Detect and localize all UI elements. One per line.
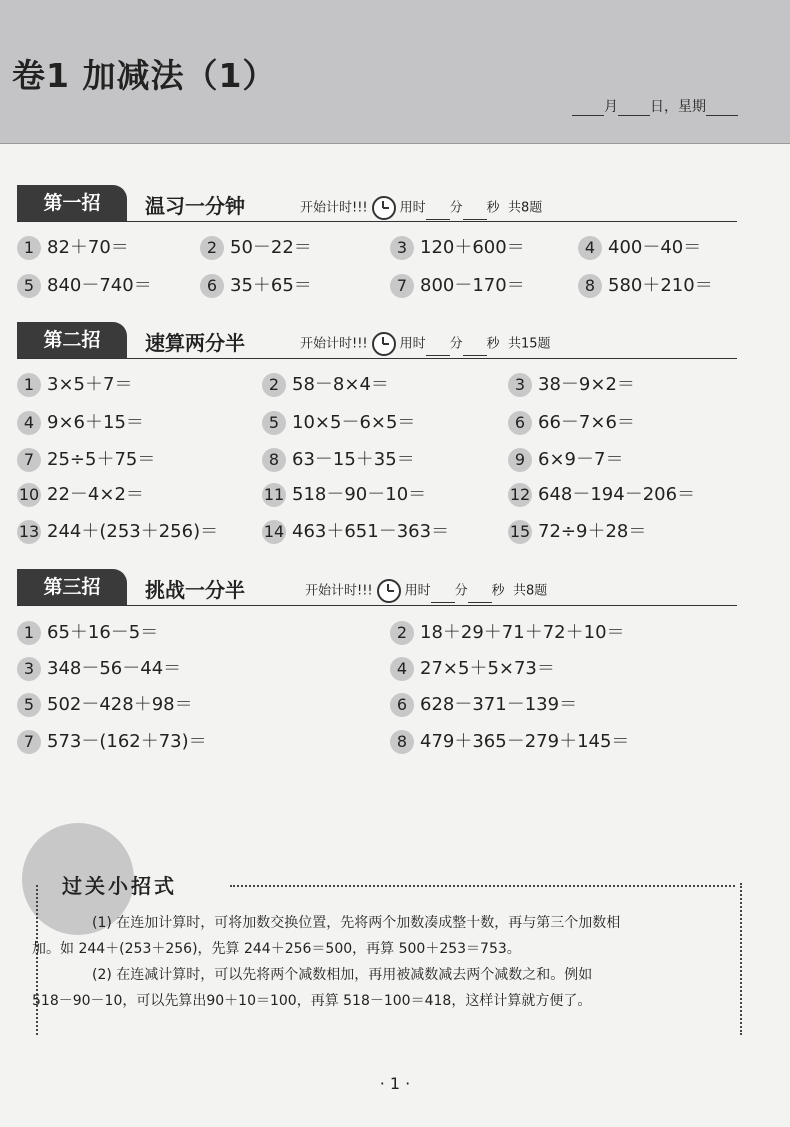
date-line	[572, 96, 738, 116]
problem	[200, 235, 312, 261]
problem-number: 2	[262, 373, 286, 397]
problem	[508, 447, 623, 473]
month-label: 月	[604, 99, 618, 115]
problem-expression: 10×5－6×5＝	[292, 412, 416, 433]
section-divider-3	[17, 605, 737, 606]
problem-expression: 573－(162＋73)＝	[47, 731, 207, 752]
problem-number: 5	[262, 411, 286, 435]
problem-number: 8	[262, 448, 286, 472]
day-blank[interactable]	[618, 101, 650, 116]
problem-expression: 82＋70＝	[47, 237, 129, 258]
problem-number: 5	[17, 274, 41, 298]
problem-expression: 463＋651－363＝	[292, 521, 450, 542]
problem	[262, 482, 426, 508]
section-title-3: 挑战一分半	[145, 578, 245, 602]
problem-expression: 38－9×2＝	[538, 374, 635, 395]
timer-used-label: 用时	[404, 583, 431, 599]
problem	[17, 519, 218, 545]
problem	[17, 656, 181, 682]
month-blank[interactable]	[572, 101, 604, 116]
seconds-blank[interactable]	[463, 341, 487, 356]
problem	[390, 656, 555, 682]
problem	[262, 447, 415, 473]
problem-expression: 9×6＋15＝	[47, 412, 144, 433]
problem-expression: 800－170＝	[420, 275, 525, 296]
problem-number: 7	[390, 274, 414, 298]
problem-number: 7	[17, 730, 41, 754]
problem	[17, 482, 144, 508]
page-number: · 1 ·	[379, 1074, 411, 1093]
problem-expression: 580＋210＝	[608, 275, 713, 296]
timer-min-label: 分	[454, 583, 468, 599]
problem-number: 4	[578, 236, 602, 260]
page-title: 卷1 加减法（1）	[12, 56, 277, 95]
day-label: 日，星期	[650, 99, 706, 115]
timer-start-label: 开始计时!!!	[300, 200, 368, 216]
problem-number: 1	[17, 621, 41, 645]
problem-expression: 120＋600＝	[420, 237, 525, 258]
weekday-blank[interactable]	[706, 101, 738, 116]
tips-p2-line1: (2) 在连减计算时，可以先将两个减数相加，再用被减数减去两个减数之和。例如	[92, 967, 593, 983]
problem	[17, 729, 207, 755]
section-tab-2: 第二招	[17, 322, 127, 358]
problem-expression: 66－7×6＝	[538, 412, 635, 433]
alarm-clock-icon	[372, 332, 396, 356]
tips-p1-line1: (1) 在连加计算时，可将加数交换位置，先将两个加数凑成整十数，再与第三个加数相	[92, 915, 621, 931]
alarm-clock-icon	[377, 579, 401, 603]
problem-number: 1	[17, 236, 41, 260]
timer-2	[300, 332, 551, 356]
problem-expression: 18＋29＋71＋72＋10＝	[420, 622, 625, 643]
problem	[17, 372, 132, 398]
problem-number: 12	[508, 483, 532, 507]
tips-title: 过关小招式	[62, 874, 177, 898]
problem-expression: 648－194－206＝	[538, 484, 696, 505]
alarm-clock-icon	[372, 196, 396, 220]
problem	[262, 372, 389, 398]
problem	[578, 235, 701, 261]
problem-number: 3	[17, 657, 41, 681]
problem-expression: 518－90－10＝	[292, 484, 427, 505]
problem	[508, 519, 646, 545]
problem-number: 9	[508, 448, 532, 472]
timer-sec-label: 秒	[491, 583, 505, 599]
minutes-blank[interactable]	[431, 588, 455, 603]
problem-expression: 628－371－139＝	[420, 694, 578, 715]
problem	[508, 372, 635, 398]
problem-number: 4	[17, 411, 41, 435]
problem-number: 2	[390, 621, 414, 645]
problem-number: 15	[508, 520, 532, 544]
problem	[262, 410, 415, 436]
problem-number: 14	[262, 520, 286, 544]
problem-expression: 72÷9＋28＝	[538, 521, 647, 542]
tips-text	[32, 910, 722, 1014]
problem-number: 7	[17, 448, 41, 472]
problem-expression: 27×5＋5×73＝	[420, 658, 555, 679]
problem-number: 2	[200, 236, 224, 260]
section-tab-3: 第三招	[17, 569, 127, 605]
timer-start-label: 开始计时!!!	[305, 583, 373, 599]
section-title-1: 温习一分钟	[145, 194, 245, 218]
section-divider-2	[17, 358, 737, 359]
problem-number: 1	[17, 373, 41, 397]
problem	[578, 273, 713, 299]
problem	[17, 235, 129, 261]
tips-p1-line2: 加。如 244＋(253＋256)，先算 244＋256＝500，再算 500＋253＝753。	[32, 941, 521, 957]
problem	[390, 235, 525, 261]
problem	[508, 482, 695, 508]
problem	[17, 447, 155, 473]
problem	[508, 410, 635, 436]
problem-expression: 348－56－44＝	[47, 658, 182, 679]
problem-number: 8	[390, 730, 414, 754]
problem	[17, 410, 144, 436]
section-title-2: 速算两分半	[145, 331, 245, 355]
problem-number: 6	[508, 411, 532, 435]
timer-min-label: 分	[449, 336, 463, 352]
problem-number: 8	[578, 274, 602, 298]
problem	[390, 729, 629, 755]
timer-total-label: 共8题	[512, 583, 548, 599]
problem-expression: 63－15＋35＝	[292, 449, 415, 470]
timer-total-label: 共15题	[507, 336, 551, 352]
tips-p2-line2: 518－90－10，可以先算出90＋10＝100，再算 518－100＝418，这样计算就方便了。	[32, 993, 592, 1009]
problem-expression: 502－428＋98＝	[47, 694, 193, 715]
problem-number: 11	[262, 483, 286, 507]
timer-sec-label: 秒	[486, 336, 500, 352]
problem-number: 4	[390, 657, 414, 681]
problem	[262, 519, 449, 545]
problem	[390, 692, 577, 718]
page-header	[0, 0, 790, 144]
problem-number: 3	[390, 236, 414, 260]
seconds-blank[interactable]	[463, 205, 487, 220]
problem-number: 13	[17, 520, 41, 544]
problem-expression: 479＋365－279＋145＝	[420, 731, 630, 752]
timer-sec-label: 秒	[486, 200, 500, 216]
problem-expression: 65＋16－5＝	[47, 622, 159, 643]
section-divider-1	[17, 221, 737, 222]
problem	[200, 273, 312, 299]
timer-1	[300, 196, 542, 220]
problem-number: 10	[17, 483, 41, 507]
problem-expression: 22－4×2＝	[47, 484, 144, 505]
timer-3	[305, 579, 547, 603]
problem-expression: 35＋65＝	[230, 275, 312, 296]
problem-expression: 6×9－7＝	[538, 449, 624, 470]
problem	[390, 273, 525, 299]
problem	[390, 620, 625, 646]
problem-expression: 840－740＝	[47, 275, 152, 296]
problem	[17, 620, 158, 646]
problem-expression: 400－40＝	[608, 237, 702, 258]
problem-number: 3	[508, 373, 532, 397]
timer-start-label: 开始计时!!!	[300, 336, 368, 352]
minutes-blank[interactable]	[426, 341, 450, 356]
problem-expression: 58－8×4＝	[292, 374, 389, 395]
problem-number: 6	[200, 274, 224, 298]
section-tab-1: 第一招	[17, 185, 127, 221]
problem-expression: 25÷5＋75＝	[47, 449, 156, 470]
problem	[17, 692, 193, 718]
problem-expression: 244＋(253＋256)＝	[47, 521, 219, 542]
problem-expression: 3×5＋7＝	[47, 374, 133, 395]
seconds-blank[interactable]	[468, 588, 492, 603]
timer-used-label: 用时	[399, 200, 426, 216]
problem-number: 5	[17, 693, 41, 717]
problem-expression: 50－22＝	[230, 237, 312, 258]
timer-min-label: 分	[449, 200, 463, 216]
timer-total-label: 共8题	[507, 200, 543, 216]
minutes-blank[interactable]	[426, 205, 450, 220]
problem-number: 6	[390, 693, 414, 717]
timer-used-label: 用时	[399, 336, 426, 352]
problem	[17, 273, 152, 299]
